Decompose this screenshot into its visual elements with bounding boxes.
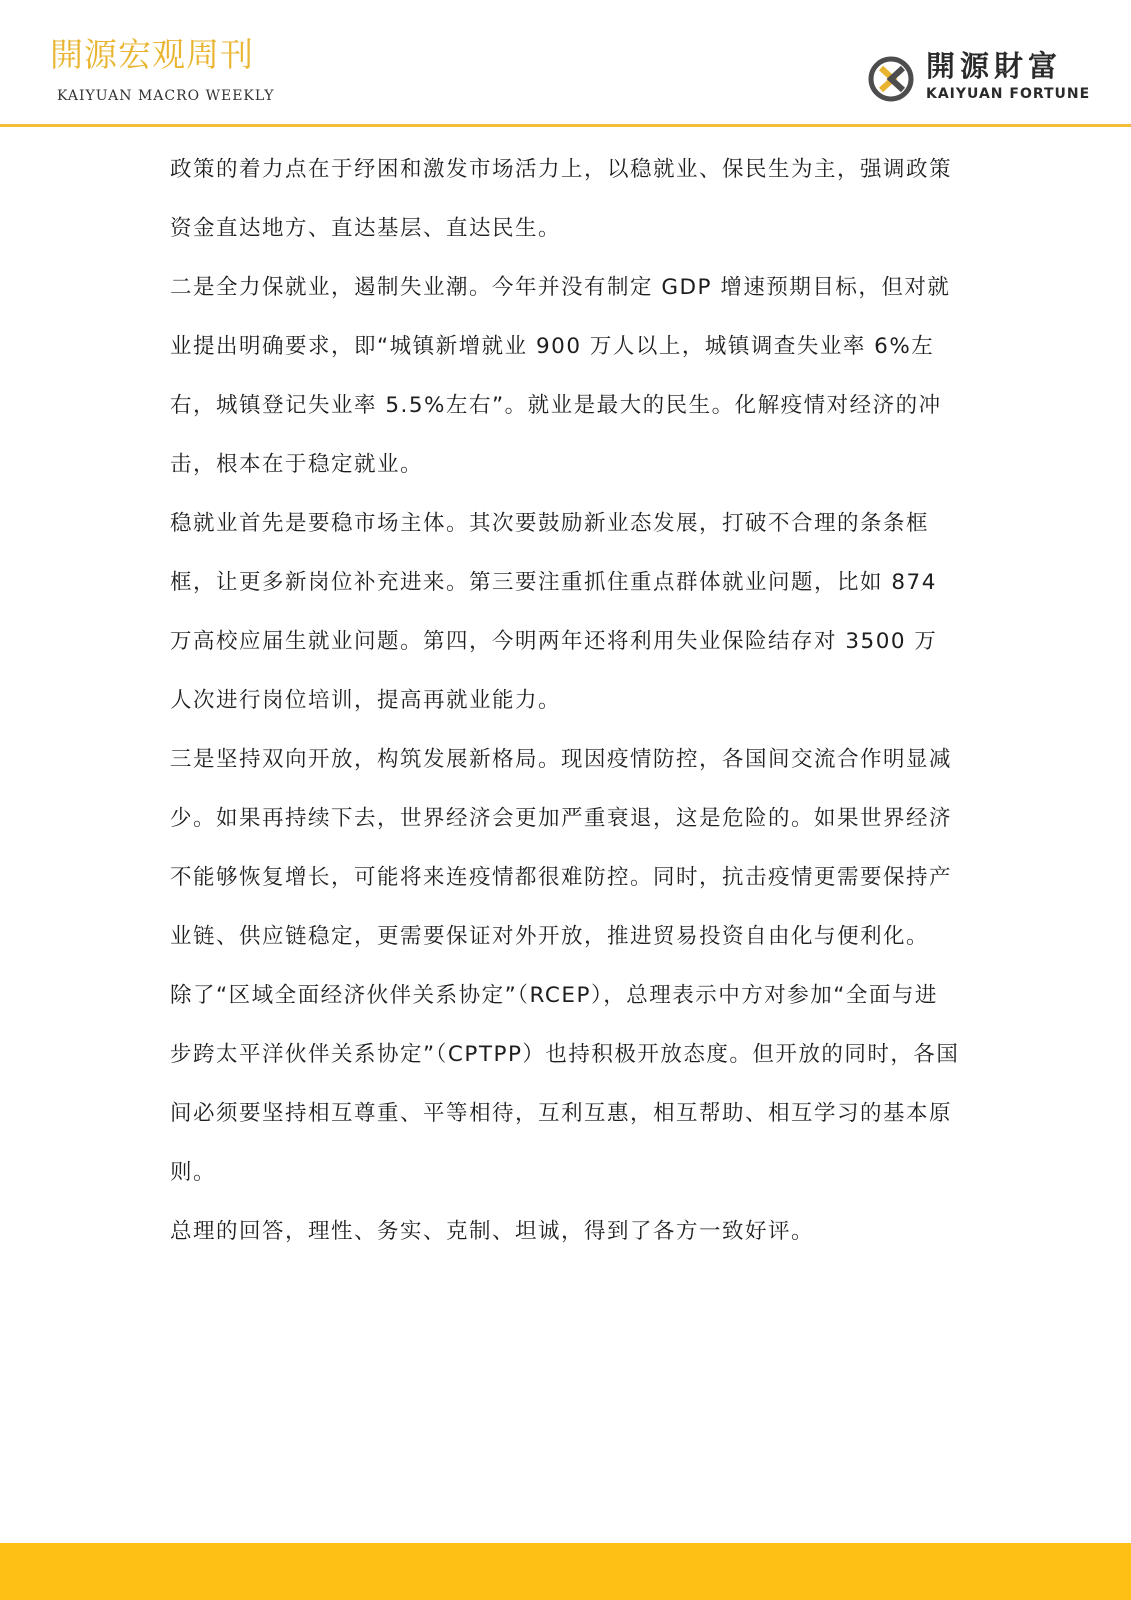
paragraph: 三是坚持双向开放，构筑发展新格局。现因疫情防控，各国间交流合作明显减少。如果再持续下去，世界经济会更加严重衰退，这是危险的。如果世界经济不能够恢复增长，可能将来连疫情都很难防控。同时，抗击疫情更需要保持产业链、供应链稳定，更需要保证对外开放，推进贸易投资自由化与便利化。 xyxy=(170,747,953,949)
kaiyuan-logo-icon xyxy=(866,54,916,104)
publication-subtitle: KAIYUAN MACRO WEEKLY xyxy=(57,88,275,104)
paragraph: 二是全力保就业，遏制失业潮。今年并没有制定 GDP 增速预期目标，但对就业提出明确要求，即“城镇新增就业 900 万人以上，城镇调查失业率 6%左右，城镇登记失业率 5.5%左右”。就业是最大的民生。化解疫情对经济的冲击，根本在于稳定就业。 xyxy=(170,275,951,477)
publication-title: 開源宏观周刊 xyxy=(50,35,254,74)
footer-bar xyxy=(0,1543,1131,1600)
page-header xyxy=(0,0,1131,126)
paragraph: 稳就业首先是要稳市场主体。其次要鼓励新业态发展，打破不合理的条条框框，让更多新岗位补充进来。第三要注重抓住重点群体就业问题，比如 874 万高校应届生就业问题。第四，今明两年还将利用失业保险结存对 3500 万人次进行岗位培训，提高再就业能力。 xyxy=(170,511,938,713)
paragraph: 除了“区域全面经济伙伴关系协定”（RCEP），总理表示中方对参加“全面与进步跨太平洋伙伴关系协定”（CPTPP）也持积极开放态度。但开放的同时，各国间必须要坚持相互尊重、平等相待，互利互惠，相互帮助、相互学习的基本原则。 xyxy=(170,983,960,1185)
logo-chinese-name: 開源財富 xyxy=(926,49,1063,83)
article-body xyxy=(170,140,960,1261)
paragraph: 政策的着力点在于纾困和激发市场活力上，以稳就业、保民生为主，强调政策资金直达地方、直达基层、直达民生。 xyxy=(170,157,953,241)
paragraph: 总理的回答，理性、务实、克制、坦诚，得到了各方一致好评。 xyxy=(170,1219,815,1244)
logo-english-name: KAIYUAN FORTUNE xyxy=(926,86,1091,102)
header-divider xyxy=(0,124,1131,127)
company-logo xyxy=(866,48,1091,108)
